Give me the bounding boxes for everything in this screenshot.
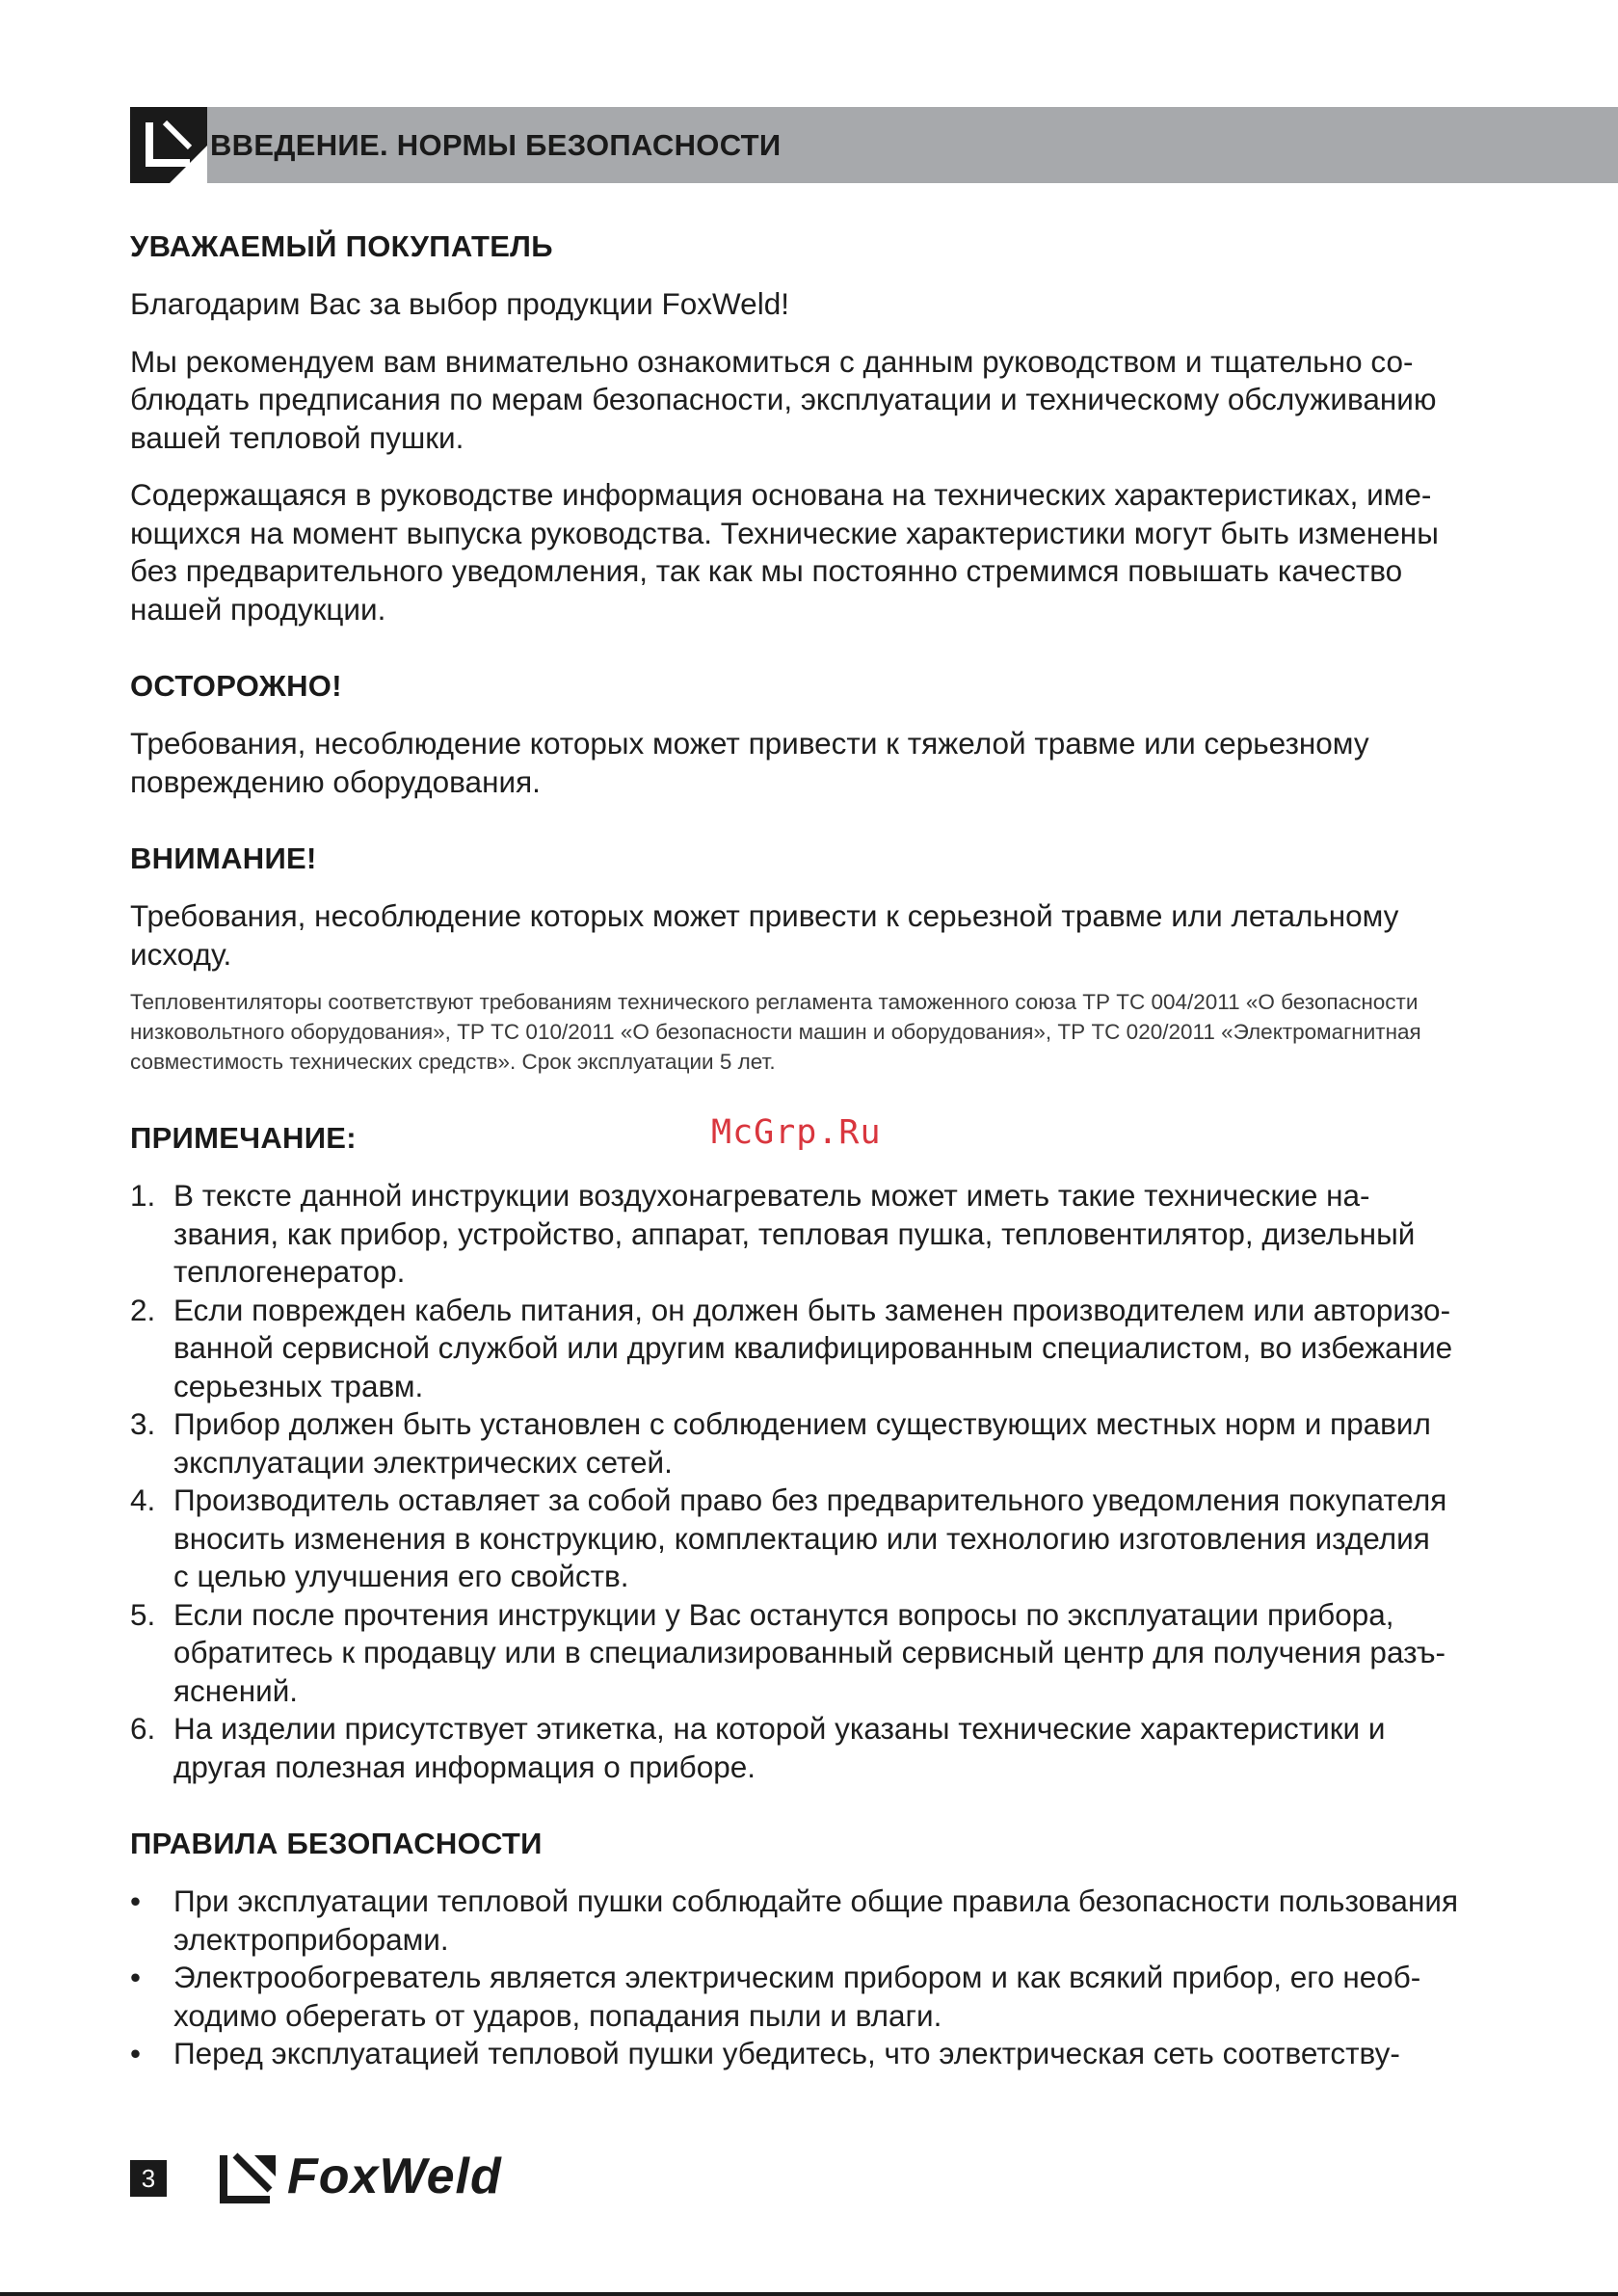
safety-heading: ПРАВИЛА БЕЗОПАСНОСТИ xyxy=(130,1827,543,1860)
bullet-icon: • xyxy=(130,1883,142,1918)
list-item xyxy=(130,1177,1513,1292)
section-header xyxy=(130,107,1618,183)
warning-text: Требования, несоблюдение которых может привести к серьезной травме или летальному исходу. xyxy=(130,898,1399,972)
note-list xyxy=(130,1177,1513,1786)
list-number: 2. xyxy=(130,1292,156,1327)
list-number: 1. xyxy=(130,1178,156,1213)
list-number: 4. xyxy=(130,1482,156,1517)
intro-paragraph: Содержащаяся в руководстве информация основана на технических характеристиках, име- ющихся на момент выпуска руководства. Технические характеристики могут быть изменены без предварительного уведомления, так как мы постоянно стремимся повышать качество нашей продукции. xyxy=(130,477,1439,627)
list-item xyxy=(130,1710,1513,1786)
list-item xyxy=(130,1596,1513,1711)
note-heading: ПРИМЕЧАНИЕ: xyxy=(130,1121,357,1155)
intro-paragraph: Мы рекомендуем вам внимательно ознакомиться с данным руководством и тщательно со- блюдать предписания по мерам безопасности, эксплуатации и техническому обслуживанию вашей тепловой пушки. xyxy=(130,343,1437,455)
list-item xyxy=(130,1405,1513,1482)
intro-heading: УВАЖАЕМЫЙ ПОКУПАТЕЛЬ xyxy=(130,229,553,263)
list-item-text: Если после прочтения инструкции у Вас останутся вопросы по эксплуатации прибора, обратитесь к продавцу или в специализированный сервисный центр для получения разъ- яснений. xyxy=(173,1596,1446,1708)
list-item-text: При эксплуатации тепловой пушки соблюдайте общие правила безопасности пользования электроприборами. xyxy=(173,1883,1458,1957)
list-item-text: На изделии присутствует этикетка, на которой указаны технические характеристики и другая полезная информация о приборе. xyxy=(173,1711,1386,1784)
list-item-text: Перед эксплуатацией тепловой пушки убедитесь, что электрическая сеть соответству- xyxy=(173,2036,1400,2070)
list-item xyxy=(130,1882,1513,1959)
caution-text: Требования, несоблюдение которых может привести к тяжелой травме или серьезному повреждению оборудования. xyxy=(130,726,1369,799)
intro-paragraph: Благодарим Вас за выбор продукции FoxWeld! xyxy=(130,286,789,321)
compliance-text: Тепловентиляторы соответствуют требованиям технического регламента таможенного союза ТР ТС 004/2011 «О безопасности низковольтного оборудования», ТР ТС 010/2011 «О безопасности машин и оборудования», ТР ТС 020/2011 «Электромагнитная совместимость технических средств». Срок эксплуатации 5 лет. xyxy=(130,990,1421,1074)
list-item xyxy=(130,2035,1513,2073)
page-number: 3 xyxy=(130,2160,167,2197)
foxweld-corner-logo-icon xyxy=(130,107,207,183)
list-item-text: Производитель оставляет за собой право без предварительного уведомления покупателя вносить изменения в конструкцию, комплектацию или технологию изготовления изделия с целью улучшения его свойств. xyxy=(173,1482,1447,1593)
page-divider xyxy=(0,2292,1618,2296)
page-title: ВВЕДЕНИЕ. НОРМЫ БЕЗОПАСНОСТИ xyxy=(210,128,782,162)
list-item xyxy=(130,1959,1513,2035)
list-number: 6. xyxy=(130,1711,156,1746)
list-number: 5. xyxy=(130,1596,156,1632)
footer-brand: FoxWeld xyxy=(287,2149,502,2204)
list-item-text: Электрообогреватель является электрическим прибором и как всякий прибор, его необ- ходимо оберегать от ударов, попадания пыли и влаги. xyxy=(173,1960,1421,2033)
document-body xyxy=(130,229,1513,2073)
caution-heading: ОСТОРОЖНО! xyxy=(130,669,342,703)
list-number: 3. xyxy=(130,1406,156,1441)
bullet-icon: • xyxy=(130,1960,142,1994)
list-item-text: В тексте данной инструкции воздухонагреватель может иметь такие технические на- звания, как прибор, устройство, аппарат, тепловая пушка, тепловентилятор, дизельный теплогенератор. xyxy=(173,1178,1416,1289)
list-item-text: Прибор должен быть установлен с соблюдением существующих местных норм и правил эксплуатации электрических сетей. xyxy=(173,1406,1431,1480)
watermark: McGrp.Ru xyxy=(711,1113,882,1152)
warning-heading: ВНИМАНИЕ! xyxy=(130,841,317,875)
list-item xyxy=(130,1292,1513,1406)
safety-list xyxy=(130,1882,1513,2073)
list-item-text: Если поврежден кабель питания, он должен быть заменен производителем или авторизо- ванной сервисной службой или другим квалифицированным специалистом, во избежание серьезных травм. xyxy=(173,1292,1453,1403)
list-item xyxy=(130,1482,1513,1596)
bullet-icon: • xyxy=(130,2036,142,2070)
foxweld-logo-icon xyxy=(218,2151,276,2205)
